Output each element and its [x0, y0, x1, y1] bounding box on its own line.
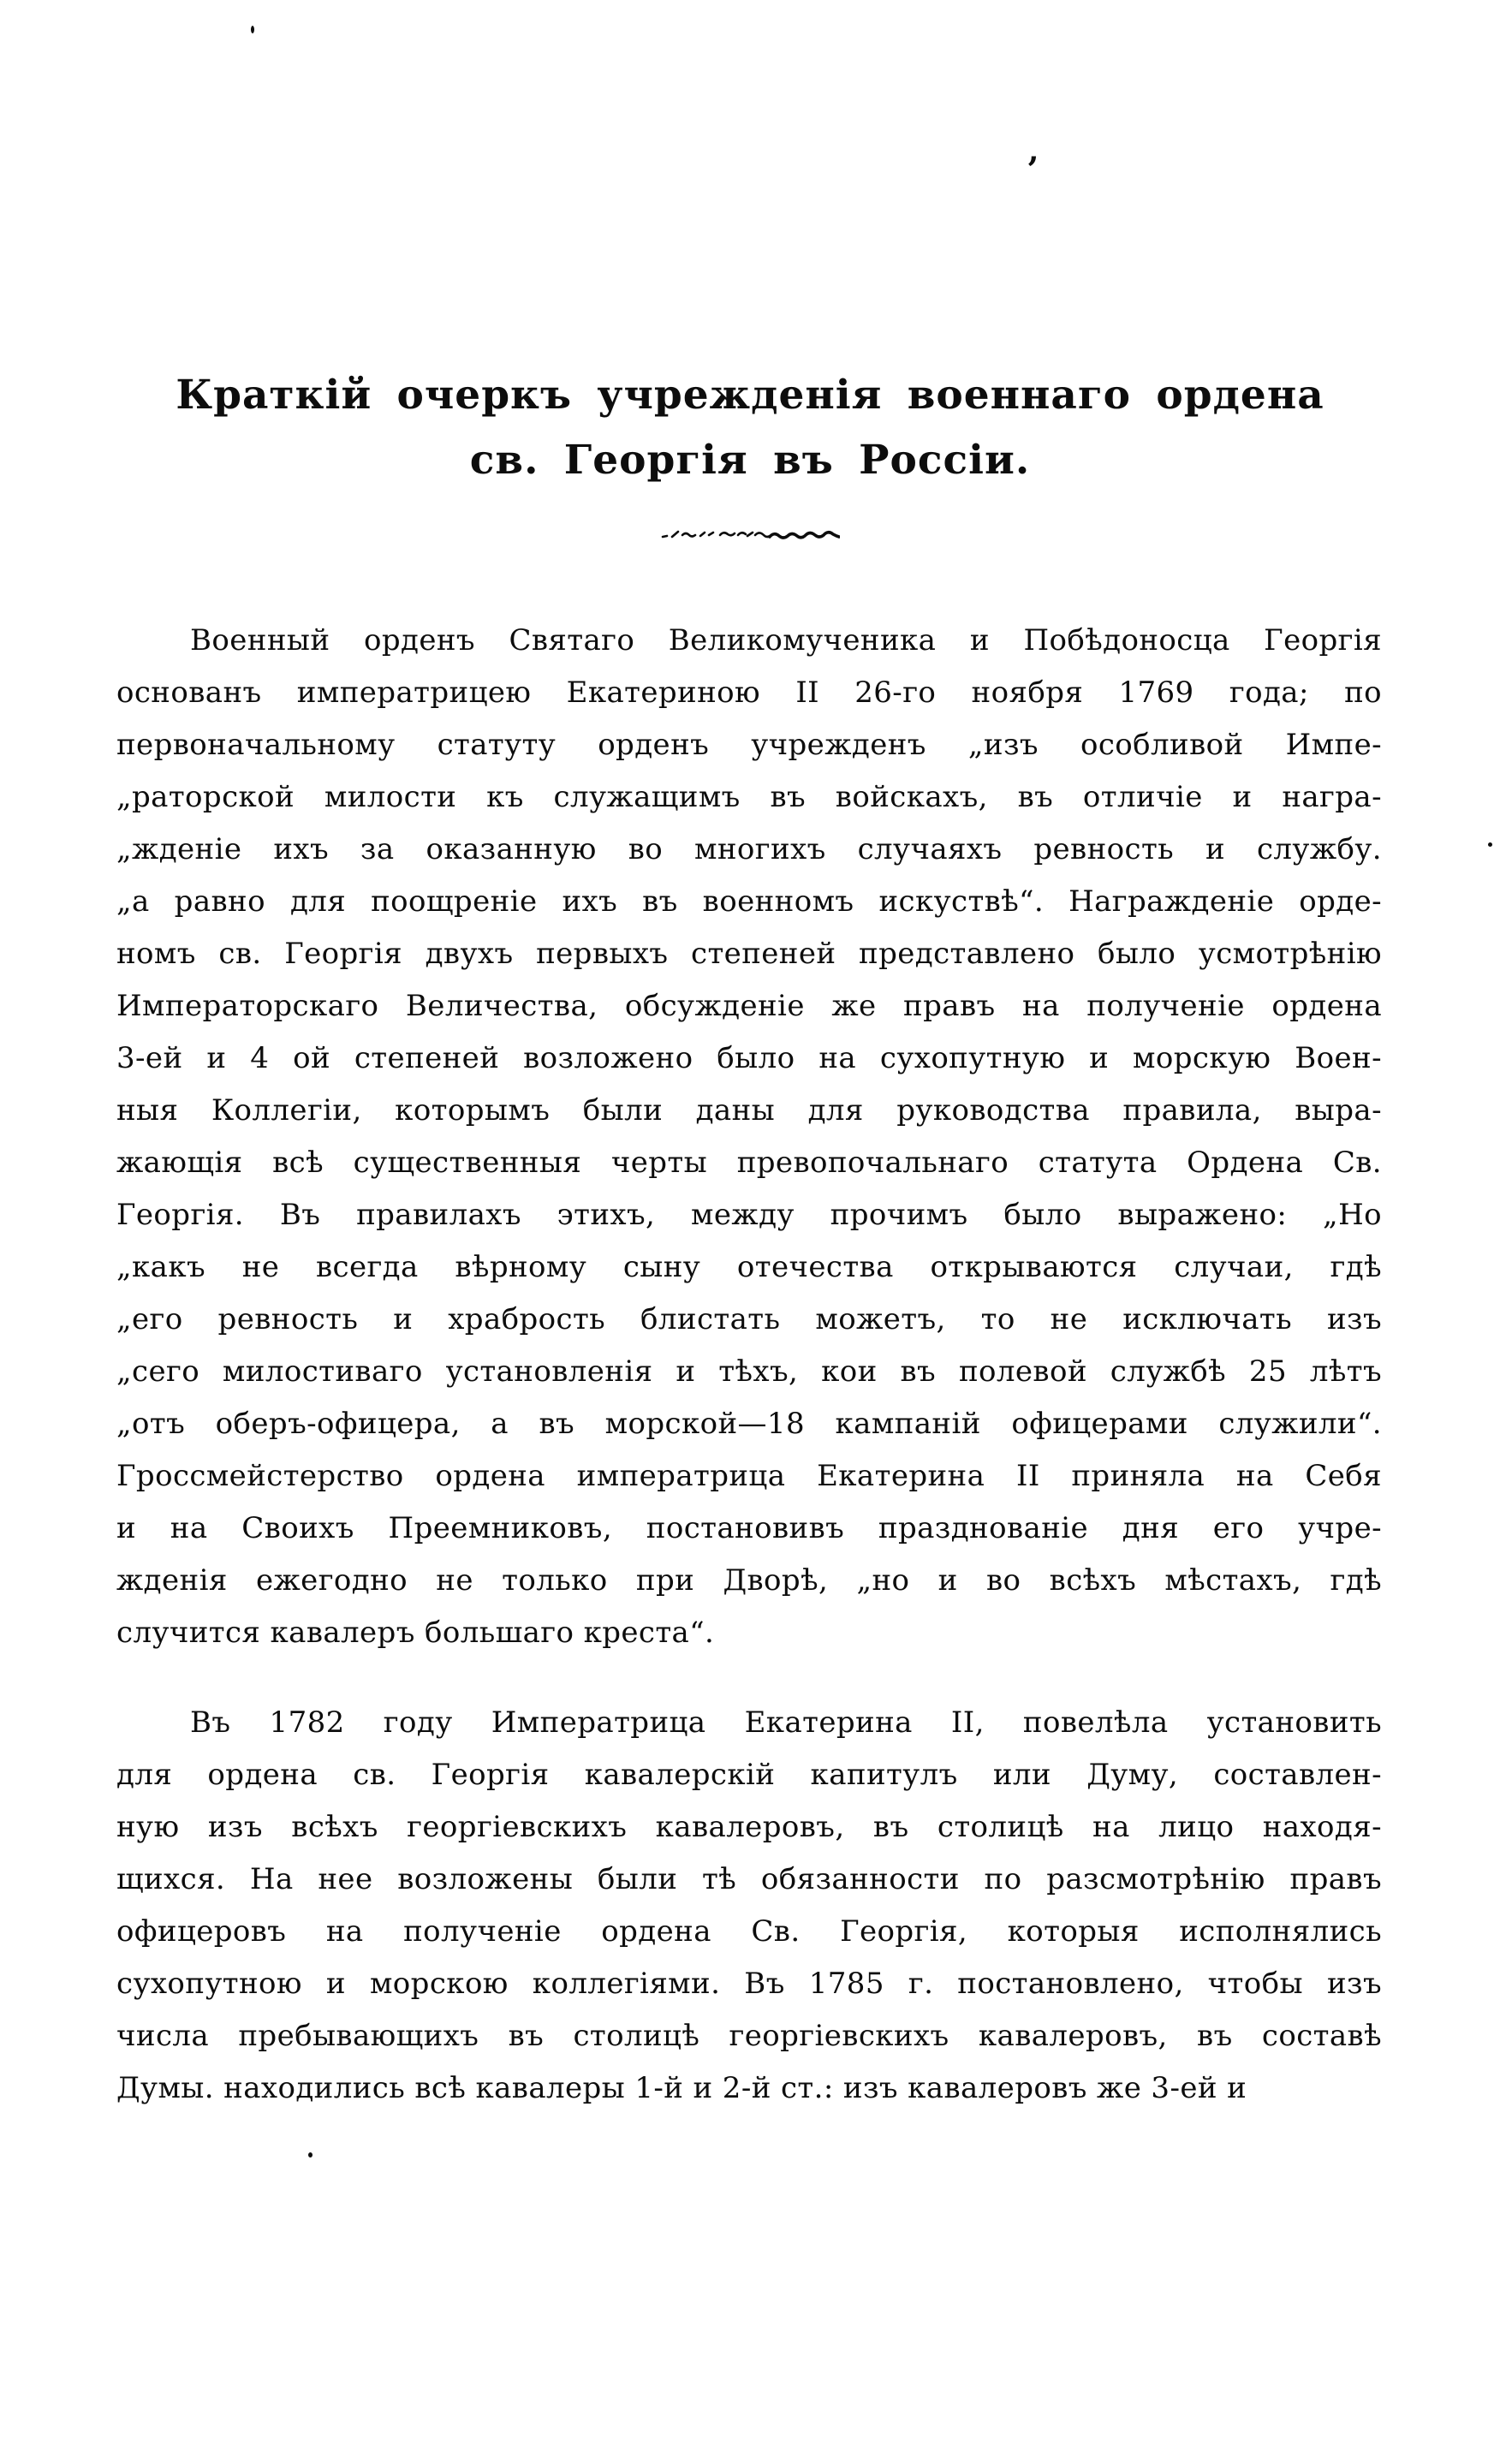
ink-speck-bottom: [308, 2152, 312, 2157]
text-line: первоначальному статуту орденъ учрежденъ „изъ особливой Импе-: [116, 728, 1382, 762]
title-line-2: св. Георгія въ Россіи.: [469, 437, 1031, 484]
text-line: „его ревность и храбрость блистать можетъ, то не исключать изъ: [116, 1302, 1382, 1336]
body-text: [116, 615, 1382, 2115]
text-line: Георгія. Въ правилахъ этихъ, между прочимъ было выражено: „Но: [116, 1198, 1382, 1232]
title-line-1: Краткій очеркъ учрежденія военнаго ордена: [176, 372, 1324, 419]
text-line: Думы. находились всѣ кавалеры 1-й и 2-й ст.: изъ кавалеровъ же 3-ей и: [116, 2071, 1247, 2105]
paragraph-1: [116, 615, 1382, 1659]
ink-speck-top: [251, 26, 254, 33]
ink-blot-comma: ‚: [1027, 130, 1039, 170]
text-line: ную изъ всѣхъ георгіевскихъ кавалеровъ, въ столицѣ на лицо находя-: [116, 1810, 1382, 1844]
text-line: „а равно для поощреніе ихъ въ военномъ искуствѣ“. Награжденіе орде-: [116, 884, 1382, 919]
text-line: „раторской милости къ служащимъ въ войскахъ, въ отличіе и награ-: [116, 780, 1382, 814]
ink-speck-right-margin: [1488, 842, 1492, 847]
paragraph-2: [116, 1697, 1382, 2115]
text-line: жающія всѣ существенныя черты превопочальнаго статута Ордена Св.: [116, 1146, 1382, 1180]
text-line: ныя Коллегіи, которымъ были даны для руководства правила, выра-: [116, 1093, 1382, 1128]
text-line: числа пребывающихъ въ столицѣ георгіевскихъ кавалеровъ, въ составѣ: [116, 2019, 1382, 2053]
text-line: Гроссмейстерство ордена императрица Екатерина II приняла на Себя: [116, 1459, 1382, 1493]
text-line: для ордена св. Георгія кавалерскій капитулъ или Думу, составлен-: [116, 1758, 1382, 1792]
text-line: Императорскаго Величества, обсужденіе же правъ на полученіе ордена: [116, 989, 1382, 1023]
text-line: 3-ей и 4 ой степеней возложено было на сухопутную и морскую Воен-: [116, 1041, 1382, 1075]
text-line: сухопутною и морскою коллегіями. Въ 1785 г. постановлено, чтобы изъ: [116, 1967, 1382, 2001]
text-line: „какъ не всегда вѣрному сыну отечества открываются случаи, гдѣ: [116, 1250, 1382, 1284]
text-line: случится кавалеръ большаго креста“.: [116, 1616, 715, 1650]
text-line: „сего милостиваго установленія и тѣхъ, кои въ полевой службѣ 25 лѣтъ: [116, 1354, 1382, 1389]
page-title: [0, 363, 1500, 493]
wavy-rule-icon: [660, 526, 840, 543]
text-line: офицеровъ на полученіе ордена Св. Георгія, которыя исполнялись: [116, 1914, 1382, 1949]
text-line: основанъ императрицею Екатериною II 26-го ноября 1769 года; по: [116, 676, 1382, 710]
text-line: жденія ежегодно не только при Дворѣ, „но и во всѣхъ мѣстахъ, гдѣ: [116, 1563, 1382, 1598]
text-line: Военный орденъ Святаго Великомученика и Побѣдоносца Георгія: [190, 623, 1382, 658]
text-line: номъ св. Георгія двухъ первыхъ степеней представлено было усмотрѣнію: [116, 937, 1382, 971]
text-line: Въ 1782 году Императрица Екатерина II, повелѣла установить: [190, 1705, 1382, 1740]
section-divider: [0, 526, 1500, 546]
text-line: „жденіе ихъ за оказанную во многихъ случаяхъ ревность и службу.: [116, 832, 1382, 866]
text-line: и на Своихъ Преемниковъ, постановивъ празднованіе дня его учре-: [116, 1511, 1382, 1545]
text-line: „отъ оберъ-офицера, а въ морской—18 кампаній офицерами служили“.: [116, 1407, 1382, 1441]
text-line: щихся. На нее возложены были тѣ обязанности по разсмотрѣнію правъ: [116, 1862, 1382, 1896]
